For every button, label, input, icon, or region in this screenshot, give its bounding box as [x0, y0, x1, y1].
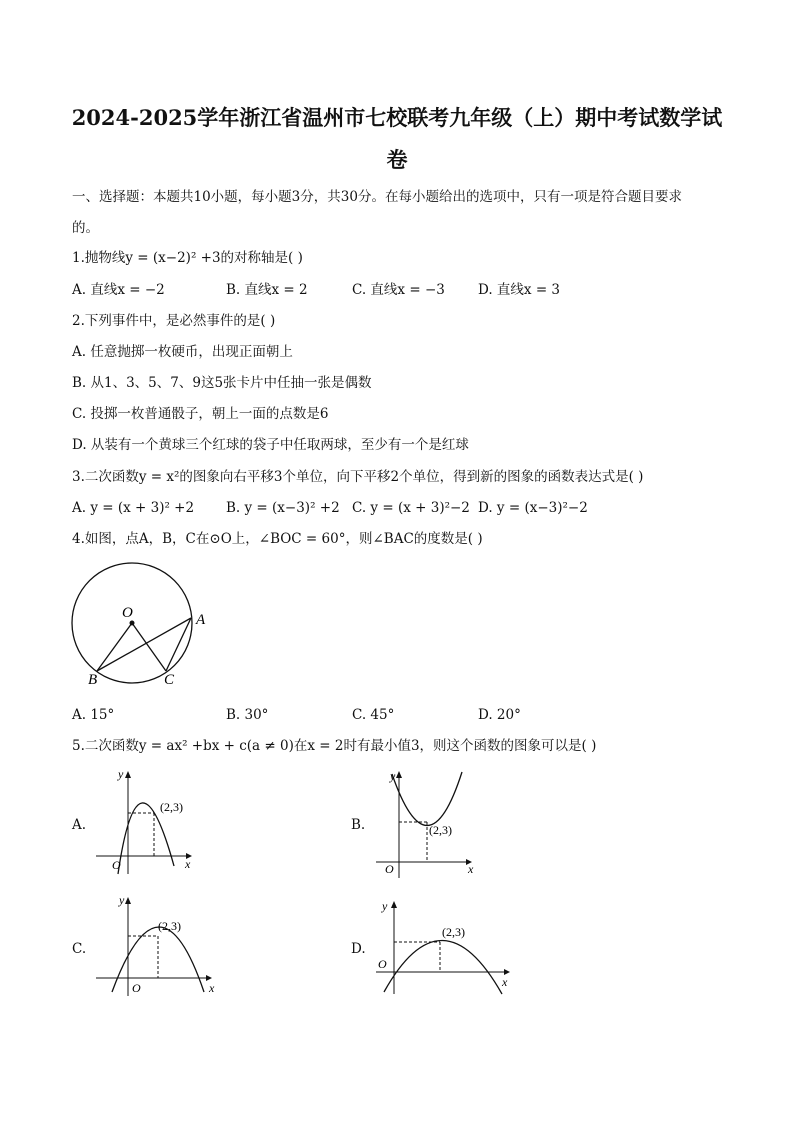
- graph-b-y-label: y: [390, 769, 396, 783]
- graph-c-letter: C.: [72, 941, 87, 957]
- label-c: C: [164, 672, 175, 688]
- q4-option-a: A. 15°: [72, 707, 115, 723]
- graph-a-origin-label: O: [112, 858, 121, 872]
- graph-d-letter: D.: [351, 941, 366, 957]
- graph-d-point-label: (2,3): [442, 925, 465, 939]
- graph-a-point-label: (2,3): [160, 800, 183, 814]
- q2-option-a: A. 任意抛掷一枚硬币，出现正面朝上: [72, 344, 293, 360]
- q4-option-c: C. 45°: [352, 707, 395, 723]
- graph-b-x-label: x: [468, 862, 474, 876]
- graph-d-x-label: x: [502, 975, 508, 989]
- q1-option-c: C. 直线x = −3: [352, 282, 445, 298]
- q1-stem: 1.抛物线y = (x−2)² +3的对称轴是( ): [72, 250, 303, 266]
- q3-option-c: C. y = (x + 3)²−2: [352, 500, 470, 516]
- graph-d-parabola: [384, 940, 502, 994]
- graph-c-point-label: (2,3): [158, 919, 181, 933]
- q3-option-b: B. y = (x−3)² +2: [226, 500, 340, 516]
- graph-b: [374, 766, 484, 880]
- q3-option-a: A. y = (x + 3)² +2: [72, 500, 195, 516]
- graph-a-y-arrow: [125, 771, 131, 778]
- graph-d-y-label: y: [382, 899, 388, 913]
- section-instructions-line1: 一、选择题：本题共10小题，每小题3分，共30分。在每小题给出的选项中，只有一项是符合题目要求: [72, 189, 682, 205]
- graph-a-x-label: x: [185, 857, 191, 871]
- page-title-line1: 2024-2025学年浙江省温州市七校联考九年级（上）期中考试数学试: [71, 105, 723, 130]
- graph-b-point-label: (2,3): [429, 823, 452, 837]
- label-b: B: [88, 672, 98, 688]
- segment-oc: [132, 623, 166, 671]
- graph-d-y-arrow: [391, 901, 397, 908]
- graph-b-origin-label: O: [385, 862, 394, 876]
- graph-a-letter: A.: [72, 817, 87, 833]
- q2-stem: 2.下列事件中，是必然事件的是( ): [72, 313, 276, 329]
- graph-a-y-label: y: [118, 767, 124, 781]
- q4-stem: 4.如图，点A，B，C在⊙O上，∠BOC = 60°，则∠BAC的度数是( ): [72, 531, 483, 547]
- q1-option-a: A. 直线x = −2: [72, 282, 165, 298]
- graph-d: [372, 898, 522, 998]
- graph-c-y-label: y: [119, 893, 125, 907]
- graph-c-y-arrow: [125, 897, 131, 904]
- q2-option-d: D. 从装有一个黄球三个红球的袋子中任取两球，至少有一个是红球: [72, 437, 469, 453]
- q4-circle-figure: [66, 560, 226, 690]
- q2-option-c: C. 投掷一枚普通骰子，朝上一面的点数是6: [72, 406, 329, 422]
- q4-option-d: D. 20°: [478, 707, 521, 723]
- graph-c-origin-label: O: [132, 981, 141, 995]
- graph-b-parabola: [392, 772, 462, 826]
- q4-option-b: B. 30°: [226, 707, 269, 723]
- page-title-line2: 卷: [386, 147, 408, 172]
- center-point: [130, 621, 135, 626]
- label-a: A: [196, 612, 206, 628]
- segment-ob: [97, 623, 132, 671]
- graph-b-y-arrow: [396, 771, 402, 778]
- graph-b-letter: B.: [351, 817, 366, 833]
- label-o: O: [122, 605, 133, 621]
- q1-option-d: D. 直线x = 3: [478, 282, 561, 298]
- graph-a: [92, 766, 202, 876]
- segment-ac: [166, 618, 191, 671]
- q3-option-d: D. y = (x−3)²−2: [478, 500, 588, 516]
- q1-option-b: B. 直线x = 2: [226, 282, 308, 298]
- graph-c-x-label: x: [209, 981, 215, 995]
- graph-d-origin-label: O: [378, 957, 387, 971]
- q3-stem: 3.二次函数y = x²的图象向右平移3个单位，向下平移2个单位，得到新的图象的函数表达式是( ): [72, 469, 644, 485]
- q5-stem: 5.二次函数y = ax² +bx + c(a ≠ 0)在x = 2时有最小值3，则这个函数的图象可以是( ): [72, 738, 597, 754]
- q2-option-b: B. 从1、3、5、7、9这5张卡片中任抽一张是偶数: [72, 375, 372, 391]
- graph-c: [92, 892, 222, 1002]
- section-instructions-line2: 的。: [72, 220, 99, 236]
